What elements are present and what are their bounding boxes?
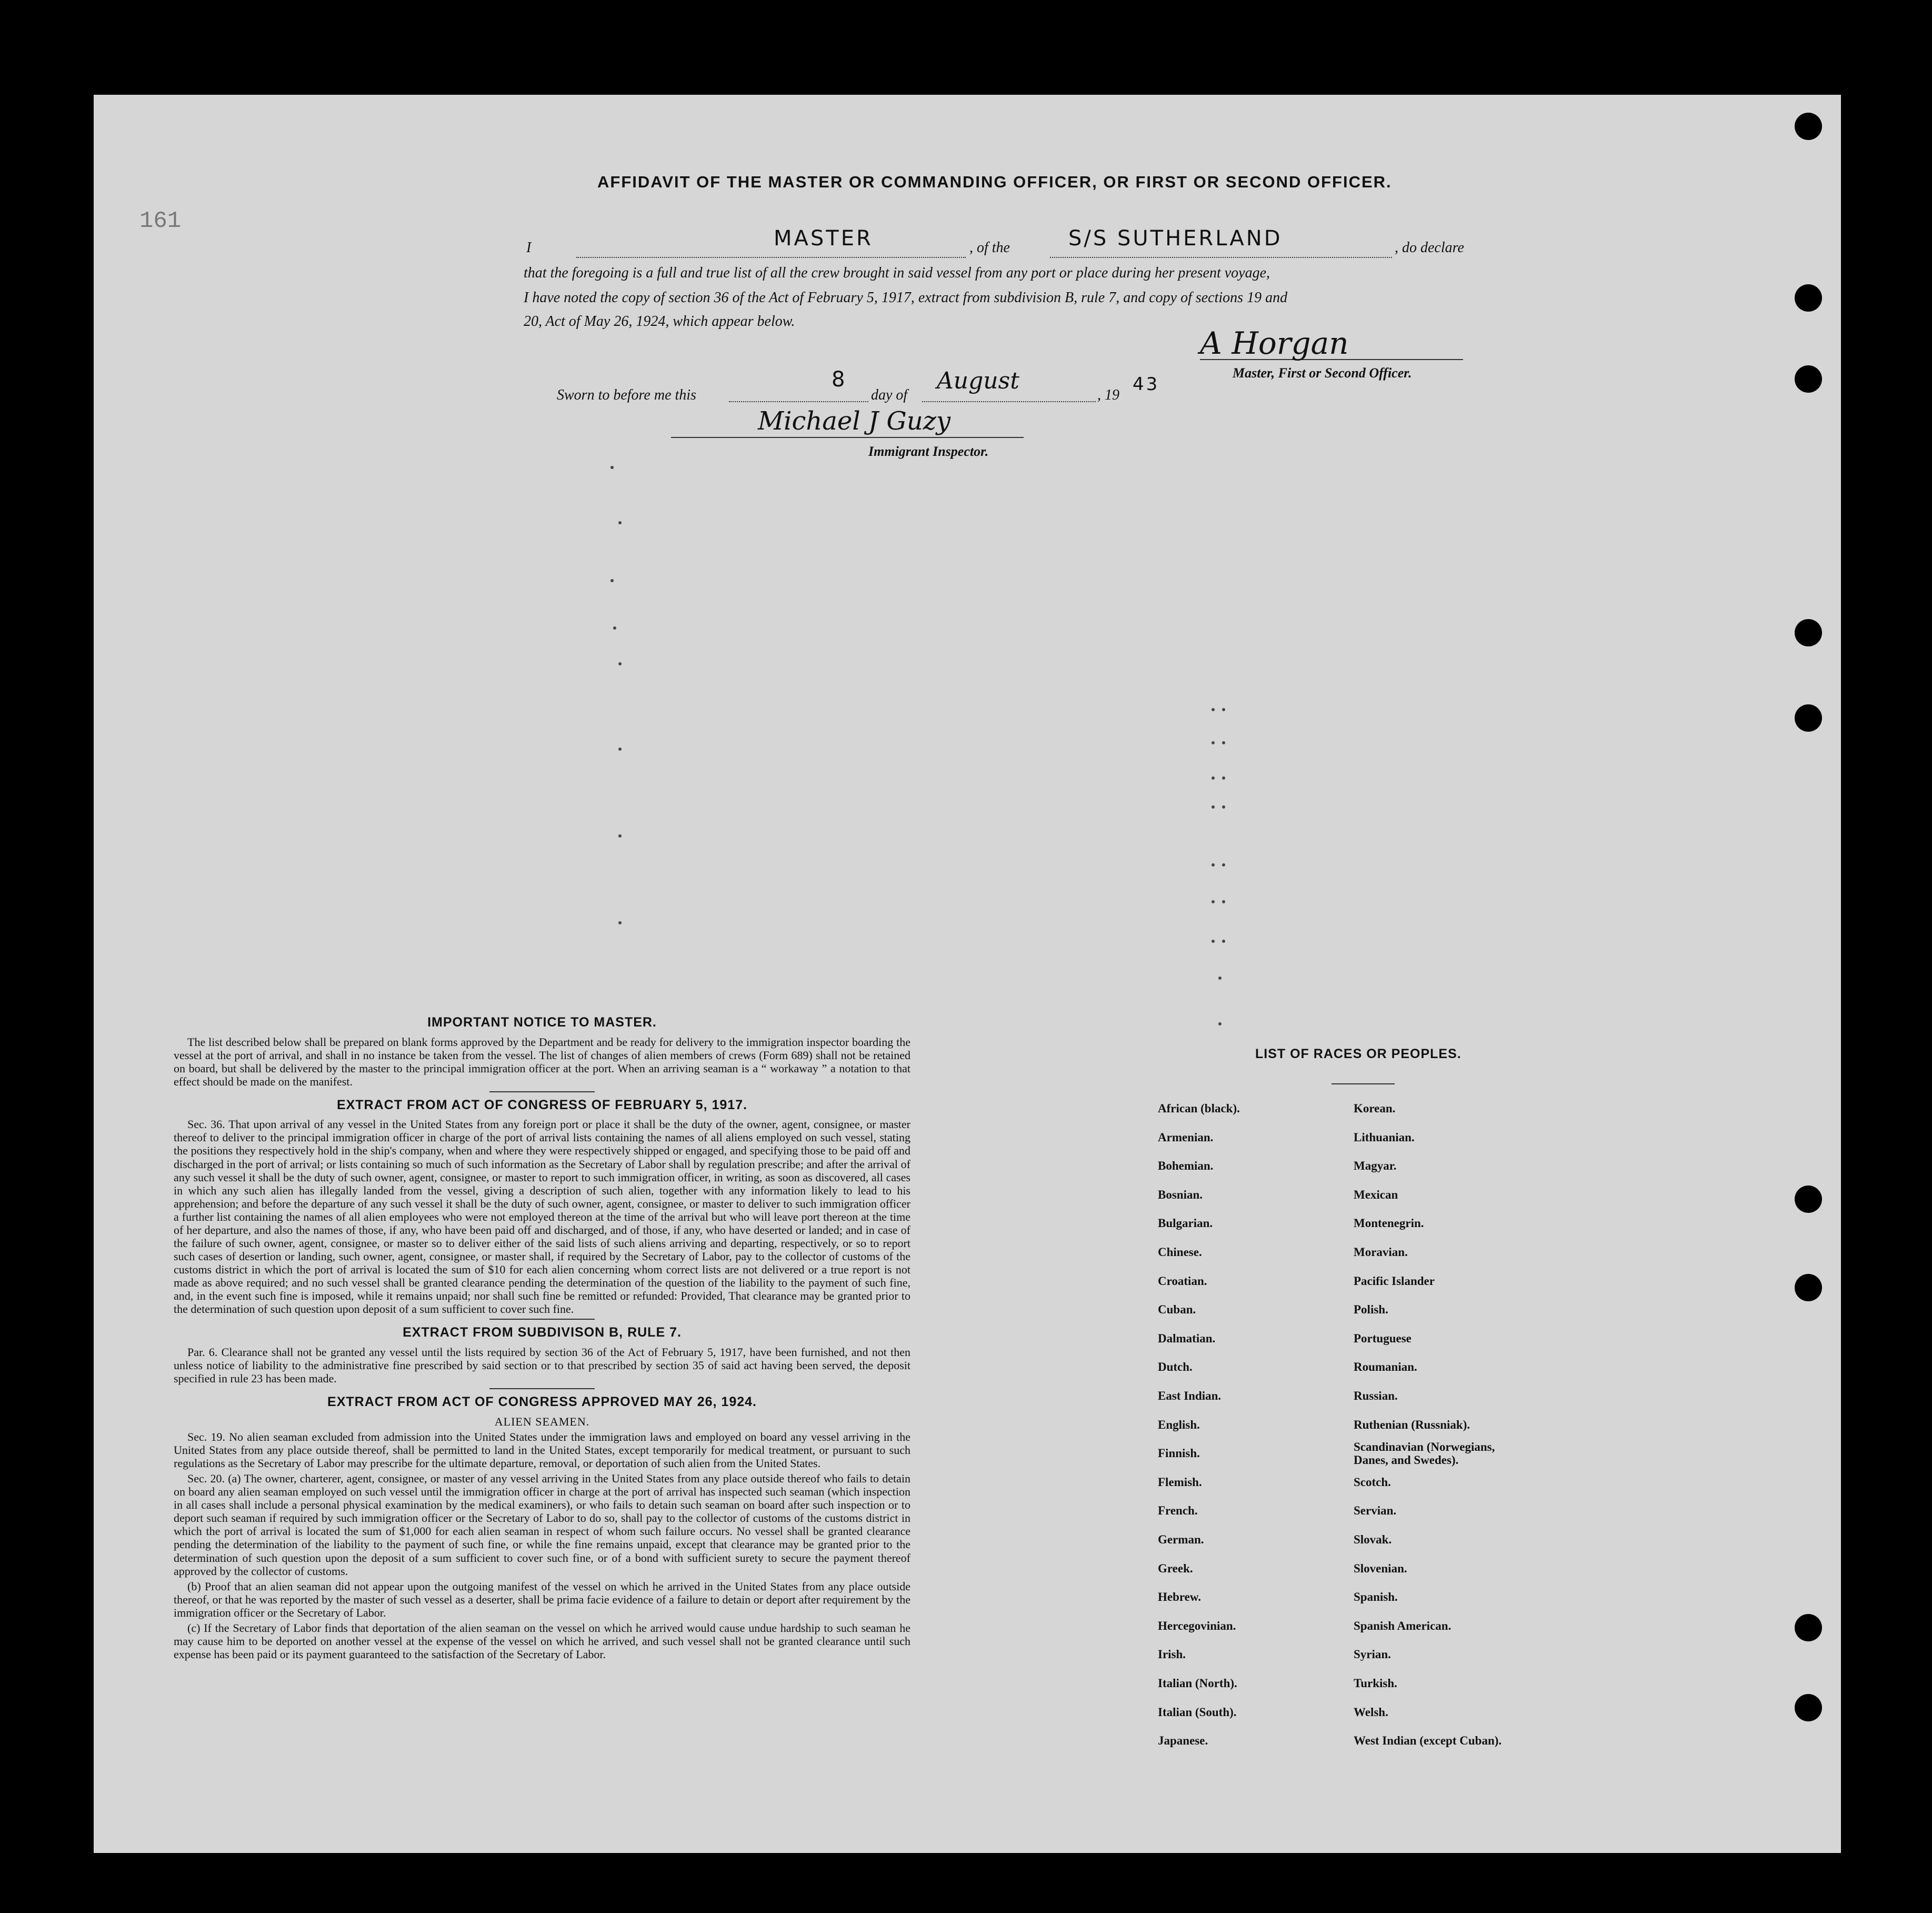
race-item: Bulgarian. bbox=[1158, 1217, 1213, 1230]
race-item: Welsh. bbox=[1354, 1705, 1388, 1719]
race-item: Korean. bbox=[1354, 1102, 1396, 1115]
race-item: Magyar. bbox=[1354, 1159, 1397, 1173]
divider bbox=[489, 1091, 595, 1092]
race-item: Cuban. bbox=[1158, 1303, 1196, 1317]
race-item: Syrian. bbox=[1354, 1648, 1391, 1661]
race-item: Greek. bbox=[1158, 1561, 1193, 1575]
affidavit-line-3: I have noted the copy of section 36 of the Act of February 5, 1917, extract from subdivision B, rule 7, and copy of sections 19 and bbox=[524, 290, 1288, 306]
bleed-dot bbox=[1218, 1022, 1222, 1025]
notice-heading: IMPORTANT NOTICE TO MASTER. bbox=[427, 1015, 657, 1030]
name-blank bbox=[576, 257, 966, 258]
race-item: Hebrew. bbox=[1158, 1590, 1201, 1604]
sworn-day-field: 8 bbox=[832, 367, 847, 392]
race-item: Dalmatian. bbox=[1158, 1331, 1216, 1345]
race-item: German. bbox=[1158, 1533, 1204, 1546]
bleed-dot bbox=[1222, 863, 1225, 866]
race-item: Mexican bbox=[1354, 1188, 1398, 1201]
races-divider bbox=[1332, 1083, 1395, 1084]
race-item: Bosnian. bbox=[1158, 1188, 1203, 1201]
section-19-text: Sec. 19. No alien seaman excluded from admission into the United States under the immigration laws and employed on board any vessel arriving in the United States from any place outside thereof, shall be permitted to land in the United States, except temporarily for medical treatment, or pursuant to such regulations as the Secretary of Labor may prescribe for the ultimate departure, removal, or deportation of such alien from the United States. bbox=[174, 1430, 910, 1470]
bleed-dot bbox=[1222, 741, 1225, 744]
race-item: Pacific Islander bbox=[1354, 1274, 1435, 1288]
race-item: Chinese. bbox=[1158, 1246, 1202, 1259]
race-item: Irish. bbox=[1158, 1648, 1186, 1661]
extract-rule7-heading: EXTRACT FROM SUBDIVISON B, RULE 7. bbox=[403, 1325, 682, 1340]
race-item: Croatian. bbox=[1158, 1274, 1207, 1288]
bleed-dot bbox=[618, 748, 622, 751]
affidavit-title: AFFIDAVIT OF THE MASTER OR COMMANDING OFFICER, OR FIRST OR SECOND OFFICER. bbox=[597, 173, 1392, 191]
bleed-dot bbox=[1212, 776, 1215, 780]
bleed-dot bbox=[1218, 977, 1222, 980]
bleed-dot bbox=[1212, 863, 1215, 866]
race-item: Spanish American. bbox=[1354, 1619, 1451, 1632]
race-item: Dutch. bbox=[1158, 1360, 1193, 1374]
extract-rule7-text: Par. 6. Clearance shall not be granted any vessel until the lists required by section 36 of the Act of February 5, 1917, have been furnished, and not then unless notice of liability to the administrative fine prescribed by said section or to that prescribed by section 35 of said act having been served, the deposit specified in rule 23 has been made. bbox=[174, 1345, 910, 1386]
section-20b-text: (b) Proof that an alien seaman did not appear upon the outgoing manifest of the vessel on which he arrived in the United States from any place outside thereof, or that he was reported by the master of such vessel as a deserter, shall be prima facie evidence of a failure to detain or deport after requirement by the immigration officer or the Secretary of Labor. bbox=[174, 1579, 910, 1619]
punch-hole bbox=[1795, 1614, 1822, 1641]
punch-hole bbox=[1795, 284, 1822, 312]
bleed-dot bbox=[1222, 940, 1225, 943]
bleed-dot bbox=[613, 626, 616, 630]
affidavit-line-2: that the foregoing is a full and true list of all the crew brought in said vessel from any port or place during her present voyage, bbox=[524, 265, 1270, 281]
alien-seamen-subheading: ALIEN SEAMEN. bbox=[494, 1414, 590, 1428]
race-item: French. bbox=[1158, 1504, 1198, 1518]
sworn-month-field: August bbox=[937, 367, 1019, 394]
punch-hole bbox=[1795, 704, 1822, 732]
race-item: Ruthenian (Russniak). bbox=[1354, 1418, 1470, 1431]
bleed-dot bbox=[1222, 776, 1225, 780]
race-item: Moravian. bbox=[1354, 1246, 1408, 1259]
race-item: Finnish. bbox=[1158, 1447, 1200, 1460]
affidavit-line-4: 20, Act of May 26, 1924, which appear below. bbox=[524, 313, 795, 330]
year-prefix: , 19 bbox=[1097, 387, 1119, 403]
bleed-dot bbox=[610, 466, 614, 469]
race-item: Russian. bbox=[1354, 1389, 1398, 1402]
day-of-label: day of bbox=[871, 387, 908, 403]
inspector-signature-line bbox=[671, 437, 1024, 438]
bleed-dot bbox=[618, 921, 622, 924]
race-item: English. bbox=[1158, 1418, 1200, 1431]
race-item: Montenegrin. bbox=[1354, 1217, 1424, 1230]
race-item: Scandinavian (Norwegians, Danes, and Swedes). bbox=[1354, 1440, 1495, 1467]
race-item: Italian (North). bbox=[1158, 1677, 1237, 1690]
vessel-blank bbox=[1050, 257, 1392, 258]
bleed-dot bbox=[1212, 900, 1215, 903]
race-item: Servian. bbox=[1354, 1504, 1397, 1518]
section-20c-text: (c) If the Secretary of Labor finds that deportation of the alien seaman on the vessel on which he arrived would cause undue hardship to such seaman he may cause him to be deported on another vessel at the expense of the vessel on which he arrived, and such vessel shall not be granted clearance until such expense has been paid or its payment guaranteed to the satisfaction of the Secretary of Labor. bbox=[174, 1621, 910, 1661]
bleed-dot bbox=[610, 579, 614, 582]
bleed-dot bbox=[618, 521, 622, 524]
punch-hole bbox=[1795, 1694, 1822, 1721]
position-field: MASTER bbox=[774, 226, 873, 251]
inspector-caption: Immigrant Inspector. bbox=[868, 444, 989, 459]
race-item: Flemish. bbox=[1158, 1475, 1202, 1489]
race-item: Spanish. bbox=[1354, 1590, 1398, 1604]
race-item: Scotch. bbox=[1354, 1475, 1391, 1489]
affidavit-i: I bbox=[526, 240, 532, 256]
divider bbox=[489, 1388, 595, 1389]
vessel-name-field: S/S SUTHERLAND bbox=[1068, 226, 1283, 251]
master-signature: A Horgan bbox=[1200, 325, 1349, 361]
race-item: Bohemian. bbox=[1158, 1159, 1214, 1173]
race-item: Portuguese bbox=[1354, 1331, 1412, 1345]
race-item: Turkish. bbox=[1354, 1677, 1397, 1690]
page-number: 161 bbox=[139, 208, 182, 234]
race-item: East Indian. bbox=[1158, 1389, 1222, 1402]
extract-1924-heading: EXTRACT FROM ACT OF CONGRESS APPROVED MAY 26, 1924. bbox=[327, 1394, 757, 1410]
race-item: West Indian (except Cuban). bbox=[1354, 1734, 1502, 1748]
race-item: Italian (South). bbox=[1158, 1705, 1237, 1719]
sworn-year-field: 43 bbox=[1133, 374, 1160, 395]
bleed-dot bbox=[618, 662, 622, 665]
race-item: Slovak. bbox=[1354, 1533, 1392, 1546]
inspector-signature: Michael J Guzy bbox=[758, 406, 951, 436]
bleed-dot bbox=[1212, 741, 1215, 744]
notice-text: The list described below shall be prepared on blank forms approved by the Department and be ready for delivery to the immigration inspector boarding the vessel at the port of arrival, and shall in no instance be taken from the vessel. The list of changes of alien members of crews (Form 689) shall not be retained on board, but shall be delivered by the master to the principal immigration officer at the port. When an arriving seaman is a “ workaway ” a notation to that effect should be made on the manifest. bbox=[174, 1035, 910, 1088]
punch-hole bbox=[1795, 619, 1822, 646]
punch-hole bbox=[1795, 113, 1822, 140]
race-item: African (black). bbox=[1158, 1102, 1240, 1115]
punch-hole bbox=[1795, 1185, 1822, 1213]
divider bbox=[489, 1319, 595, 1320]
race-item: Lithuanian. bbox=[1354, 1130, 1415, 1144]
bleed-dot bbox=[1212, 940, 1215, 943]
races-heading: LIST OF RACES OR PEOPLES. bbox=[1255, 1047, 1461, 1061]
race-item: Hercegovinian. bbox=[1158, 1619, 1236, 1632]
bleed-dot bbox=[1222, 805, 1225, 809]
bleed-dot bbox=[1222, 708, 1225, 711]
master-caption: Master, First or Second Officer. bbox=[1233, 365, 1412, 381]
race-item: Armenian. bbox=[1158, 1130, 1214, 1144]
extract-1917-text: Sec. 36. That upon arrival of any vessel in the United States from any foreign port or place it shall be the duty of the owner, agent, consignee, or master thereof to deliver to the principal immigration officer in charge of the port of arrival lists containing the names of all aliens employed on such vessel, stating the positions they respectively hold in the ship's company, when and where they were respectively shipped or engaged, and specifying those to be paid off and discharged in the port of arrival; or lists containing so much of such information as the Secretary of Labor shall by regulation prescribe; and after the arrival of any such vessel it shall be the duty of such owner, agent, consignee, or master to report to such immigration officer, in writing, as soon as discovered, all cases in which any such alien has illegally landed from the vessel, giving a description of such alien, together with any information likely to lead to his apprehension; and before the departure of any such vessel it shall be the duty of such owner, agent, consignee, or master to deliver to such immigration officer a further list containing the names of all alien employees who were not employed thereon at the time of the arrival but who will leave port thereon at the time of her departure, and also the names of those, if any, who have been paid off and discharged, and of those, if any, who have deserted or landed; and in case of the failure of such owner, agent, consignee, or master so to deliver either of the said lists of such aliens arriving and departing, respectively, or so to report such cases of desertion or landing, such owner, agent, consignee, or master shall, if required by the Secretary of Labor, pay to the collector of customs of the customs district in which the port of arrival is located the sum of $10 for each alien concerning whom correct lists are not delivered or a true report is not made as above required; and no such vessel shall be granted clearance pending the determination of the question of the liability to the payment of such fine, and, in the event such fine is imposed, while it remains unpaid; nor shall such fine be remitted or refunded: Provided, That clearance may be granted prior to the determination of such question upon deposit of a sum sufficient to cover such fine. bbox=[174, 1118, 910, 1316]
legal-notices bbox=[174, 1011, 910, 1663]
bleed-dot bbox=[1222, 900, 1225, 903]
bleed-dot bbox=[1212, 805, 1215, 809]
punch-hole bbox=[1795, 365, 1822, 393]
do-declare-label: , do declare bbox=[1395, 240, 1464, 256]
punch-hole bbox=[1795, 1274, 1822, 1301]
month-blank bbox=[922, 401, 1096, 402]
race-item: Roumanian. bbox=[1354, 1360, 1417, 1374]
race-item: Japanese. bbox=[1158, 1734, 1208, 1748]
bleed-dot bbox=[1212, 708, 1215, 711]
race-item: Polish. bbox=[1354, 1303, 1388, 1317]
extract-1917-heading: EXTRACT FROM ACT OF CONGRESS OF FEBRUARY 5, 1917. bbox=[336, 1097, 748, 1112]
sworn-label: Sworn to before me this bbox=[557, 387, 696, 403]
section-20a-text: Sec. 20. (a) The owner, charterer, agent, consignee, or master of any vessel arriving in the United States from any place outside thereof who fails to detain on board any alien seaman employed on such vessel until the immigration officer in charge at the port of arrival has inspected such seaman (which inspection in all cases shall include a personal physical examination by the medical examiners), or who fails to detain such seaman on board after such inspection or to deport such seaman if required by such immigration officer or the Secretary of Labor to do so, shall pay to the collector of customs of the customs district in which the port of arrival is located the sum of $1,000 for each alien seaman in respect of whom such failure occurs. No vessel shall be granted clearance pending the determination of the liability to the payment of such fine, or while the fine remains unpaid, except that clearance may be granted prior to the determination of such question upon the deposit of a sum sufficient to cover such fine, or of a bond with sufficient surety to secure the payment thereof approved by the collector of customs. bbox=[174, 1472, 910, 1578]
day-blank bbox=[729, 401, 868, 402]
race-item: Slovenian. bbox=[1354, 1561, 1407, 1575]
of-the-label: , of the bbox=[969, 240, 1010, 256]
bleed-dot bbox=[618, 834, 622, 838]
